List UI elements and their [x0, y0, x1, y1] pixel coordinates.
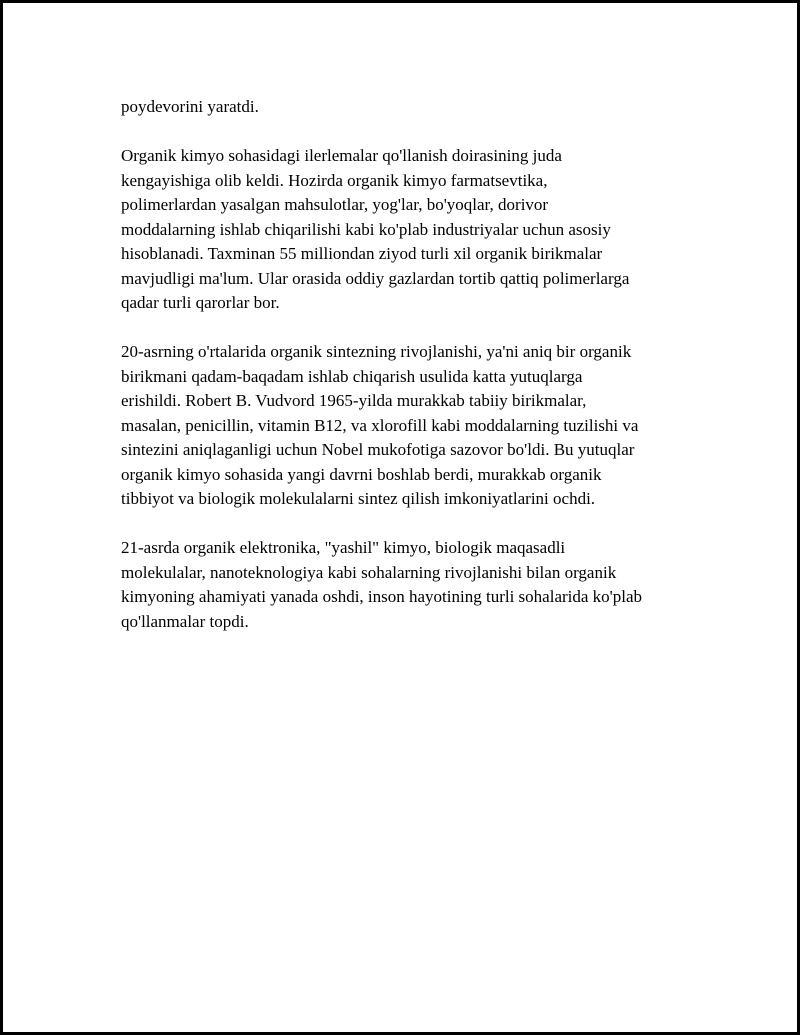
paragraph-20th-century-synthesis: 20-asrning o'rtalarida organik sintezning rivojlanishi, ya'ni aniq bir organik birikmani qadam-baqadam ishlab chiqarish usulida katta yutuqlarga erishildi. Robert B. Vudvord 1965-yilda murakkab tabiiy birikmalar, masalan, penicillin, vitamin B12, va xlorofill kabi moddalarning tuzilishi va sintezini aniqlaganligi uchun Nobel mukofotiga sazovor bo'ldi. Bu yutuqlar organik kimyo sohasida yangi davrni boshlab berdi, murakkab organik tibbiyot va biologik molekulalarni sintez qilish imkoniyatlarini ochdi. — [121, 342, 639, 508]
paragraph-organic-chemistry-progress: Organik kimyo sohasidagi ilerlemalar qo'llanish doirasining juda kengayishiga olib keldi. Hozirda organik kimyo farmatsevtika, polimerlardan yasalgan mahsulotlar, yog'lar, bo'yoqlar, dorivor moddalarning ishlab chiqarilishi kabi ko'plab industriyalar uchun asosiy hisoblanadi. Taxminan 55 milliondan ziyod turli xil organik birikmalar mavjudligi ma'lum. Ular orasida oddiy gazlardan tortib qattiq polimerlarga qadar turli qarorlar bor. — [121, 146, 630, 312]
paragraph-continuation: poydevorini yaratdi. — [121, 97, 259, 116]
paragraph-21st-century: 21-asrda organik elektronika, "yashil" kimyo, biologik maqasadli molekulalar, nanoteknologiya kabi sohalarning rivojlanishi bilan organik kimyoning ahamiyati yanada oshdi, inson hayotining turli sohalarida ko'plab qo'llanmalar topdi. — [121, 538, 642, 631]
document-body — [121, 95, 701, 659]
